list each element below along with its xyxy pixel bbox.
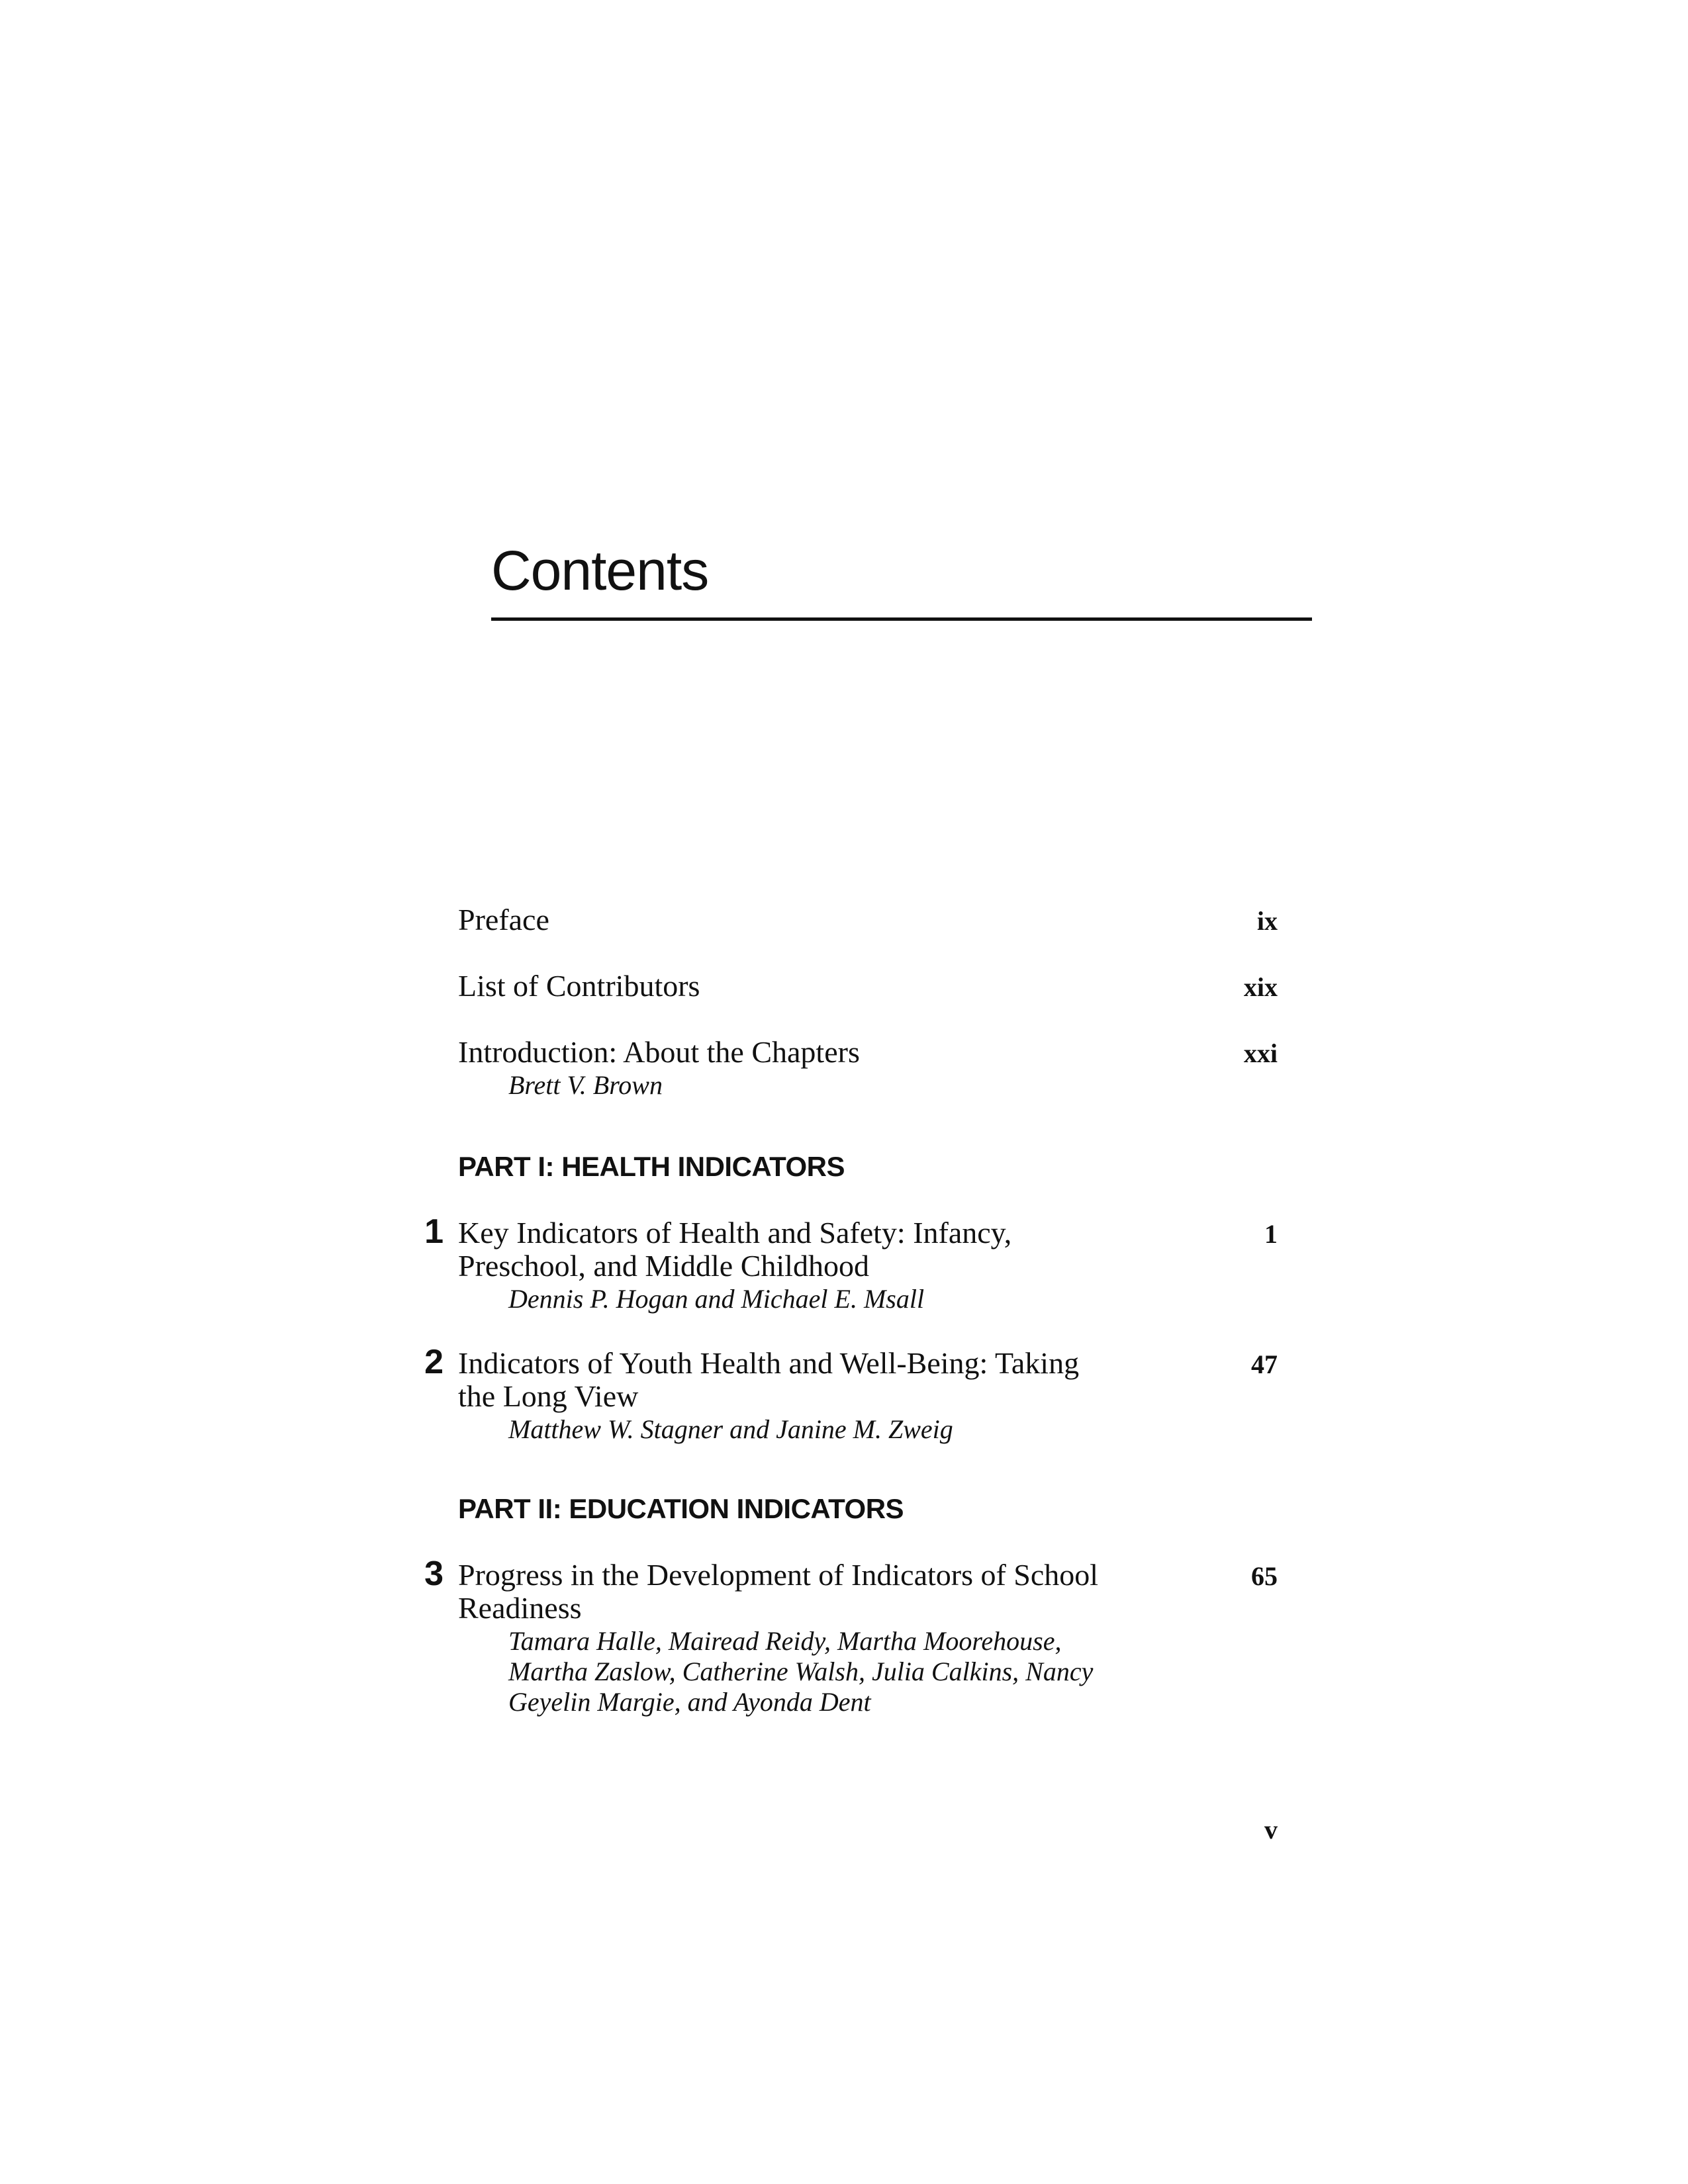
- chapter-number-1: 1: [424, 1212, 444, 1251]
- toc-entry-introduction-title[interactable]: Introduction: About the Chapters: [458, 1035, 860, 1069]
- chapter-1-title-line-2[interactable]: Preschool, and Middle Childhood: [458, 1249, 869, 1283]
- chapter-2-title-line-2[interactable]: the Long View: [458, 1379, 639, 1413]
- part-heading-education: PART II: EDUCATION INDICATORS: [458, 1493, 904, 1524]
- chapter-3-title-line-1[interactable]: Progress in the Development of Indicators of School: [458, 1558, 1099, 1592]
- chapter-2-title-line-1[interactable]: Indicators of Youth Health and Well-Being: Taking: [458, 1346, 1080, 1380]
- contents-heading: Contents: [491, 539, 709, 602]
- toc-entry-introduction-page[interactable]: xxi: [1243, 1038, 1278, 1068]
- chapter-3-author-line-2: Martha Zaslow, Catherine Walsh, Julia Calkins, Nancy: [508, 1657, 1094, 1686]
- chapter-number-3: 3: [424, 1555, 444, 1593]
- heading-rule: [491, 617, 1312, 621]
- chapter-2-page[interactable]: 47: [1251, 1349, 1278, 1379]
- chapter-2-author: Matthew W. Stagner and Janine M. Zweig: [508, 1414, 953, 1444]
- chapter-3-author-line-1: Tamara Halle, Mairead Reidy, Martha Moorehouse,: [508, 1626, 1062, 1656]
- toc-entry-contributors-page[interactable]: xix: [1243, 972, 1278, 1002]
- chapter-3-title-line-2[interactable]: Readiness: [458, 1591, 582, 1625]
- chapter-3-author-line-3: Geyelin Margie, and Ayonda Dent: [508, 1687, 871, 1717]
- toc-entry-contributors-title[interactable]: List of Contributors: [458, 969, 700, 1003]
- chapter-1-page[interactable]: 1: [1264, 1219, 1278, 1249]
- page-folio: v: [1264, 1815, 1278, 1844]
- chapter-1-title-line-1[interactable]: Key Indicators of Health and Safety: Infancy,: [458, 1216, 1012, 1250]
- part-heading-health: PART I: HEALTH INDICATORS: [458, 1151, 845, 1182]
- toc-entry-introduction-author: Brett V. Brown: [508, 1070, 663, 1100]
- chapter-number-2: 2: [424, 1343, 444, 1381]
- chapter-3-page[interactable]: 65: [1251, 1561, 1278, 1591]
- toc-entry-preface-title[interactable]: Preface: [458, 903, 549, 936]
- chapter-1-author: Dennis P. Hogan and Michael E. Msall: [508, 1284, 925, 1314]
- toc-entry-preface-page[interactable]: ix: [1256, 906, 1278, 936]
